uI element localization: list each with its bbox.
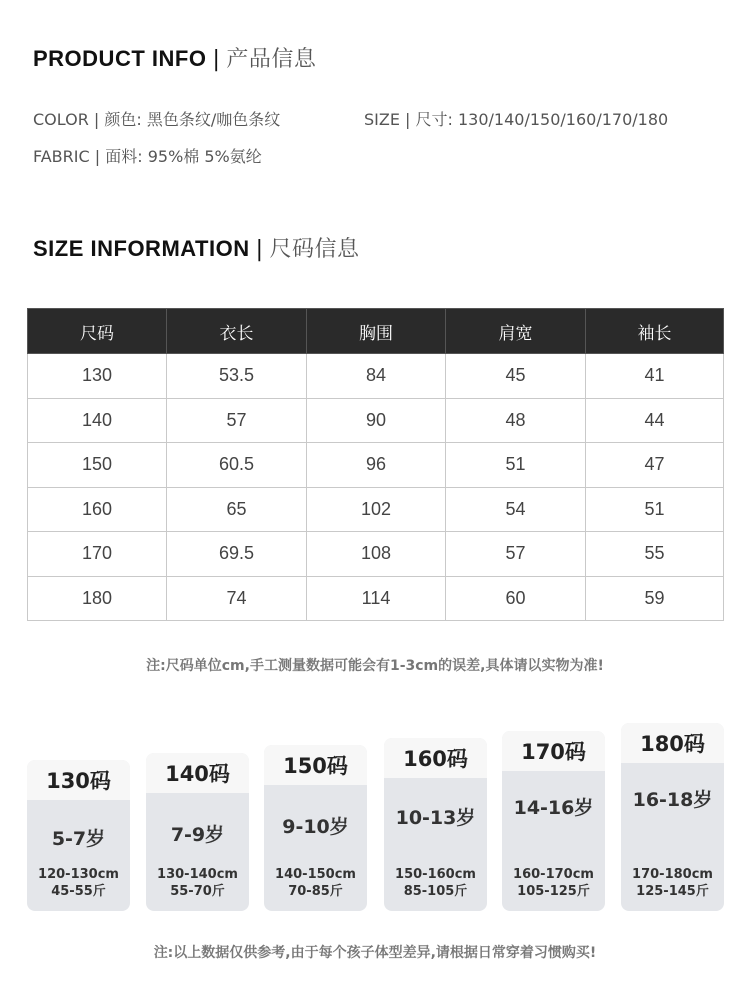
header-cell: 肩宽 [446,309,586,354]
table-row [28,354,724,399]
card-size-label: 140码 [146,753,249,793]
size-card-150 [264,745,367,911]
table-cell: 47 [586,443,724,488]
size-card-140 [146,753,249,911]
size-table [27,308,724,621]
size-information-title [33,232,360,263]
product-info-title-en: PRODUCT INFO [33,46,207,71]
card-size-label: 170码 [502,731,605,771]
header-cell: 胸围 [307,309,446,354]
table-cell: 54 [446,487,586,532]
size-information-title-en: SIZE INFORMATION [33,236,250,261]
card-size-label: 130码 [27,760,130,800]
card-weight: 85-105斤 [403,884,468,899]
table-cell: 180 [28,576,167,621]
table-cell: 51 [446,443,586,488]
size-card-170 [502,731,605,911]
table-cell: 60 [446,576,586,621]
table-cell: 41 [586,354,724,399]
table-cell: 96 [307,443,446,488]
table-cell: 65 [167,487,307,532]
title-separator: | [212,47,221,72]
table-cell: 45 [446,354,586,399]
size-info: SIZE | 尺寸: 130/140/150/160/170/180 [364,110,669,129]
card-age: 5-7岁 [51,828,106,850]
table-cell: 130 [28,354,167,399]
card-height: 130-140cm [157,867,238,882]
table-row [28,576,724,621]
table-row [28,532,724,577]
card-size-label: 150码 [264,745,367,785]
card-height: 120-130cm [38,867,119,882]
card-size-label: 160码 [384,738,487,778]
table-cell: 150 [28,443,167,488]
table-cell: 44 [586,398,724,443]
size-card-180 [621,723,724,911]
size-information-title-cn: 尺码信息 [269,237,360,262]
table-cell: 84 [307,354,446,399]
table-cell: 60.5 [167,443,307,488]
reference-note: 注:以上数据仅供参考,由于每个孩子体型差异,请根据日常穿着习惯购买! [153,945,597,961]
table-cell: 74 [167,576,307,621]
size-card-130 [27,760,130,911]
card-height: 170-180cm [632,867,713,882]
card-age: 10-13岁 [395,807,476,829]
header-cell: 衣长 [167,309,307,354]
card-weight: 105-125斤 [517,884,590,899]
table-row [28,443,724,488]
table-row [28,398,724,443]
table-cell: 114 [307,576,446,621]
table-cell: 102 [307,487,446,532]
product-info-title-cn: 产品信息 [226,47,317,72]
title-separator: | [255,237,264,262]
card-weight: 45-55斤 [51,884,106,899]
card-age: 9-10岁 [282,816,349,838]
table-cell: 53.5 [167,354,307,399]
table-header-row [28,309,724,354]
card-age: 14-16岁 [513,797,594,819]
card-weight: 55-70斤 [170,884,225,899]
card-size-label: 180码 [621,723,724,763]
product-info-title [33,42,316,73]
header-cell: 袖长 [586,309,724,354]
table-cell: 170 [28,532,167,577]
table-cell: 51 [586,487,724,532]
header-cell: 尺码 [28,309,167,354]
measurement-note: 注:尺码单位cm,手工测量数据可能会有1-3cm的误差,具体请以实物为准! [146,658,604,674]
table-cell: 140 [28,398,167,443]
card-height: 160-170cm [513,867,594,882]
table-cell: 57 [446,532,586,577]
card-weight: 125-145斤 [636,884,709,899]
card-weight: 70-85斤 [288,884,343,899]
card-age: 7-9岁 [170,824,225,846]
card-height: 140-150cm [275,867,356,882]
table-cell: 160 [28,487,167,532]
fabric-info: FABRIC | 面料: 95%棉 5%氨纶 [33,147,262,166]
table-cell: 48 [446,398,586,443]
table-cell: 55 [586,532,724,577]
card-age: 16-18岁 [632,789,713,811]
table-cell: 69.5 [167,532,307,577]
color-info: COLOR | 颜色: 黑色条纹/咖色条纹 [33,110,281,129]
table-cell: 59 [586,576,724,621]
table-row [28,487,724,532]
card-height: 150-160cm [395,867,476,882]
table-cell: 57 [167,398,307,443]
table-cell: 108 [307,532,446,577]
table-cell: 90 [307,398,446,443]
size-card-160 [384,738,487,911]
